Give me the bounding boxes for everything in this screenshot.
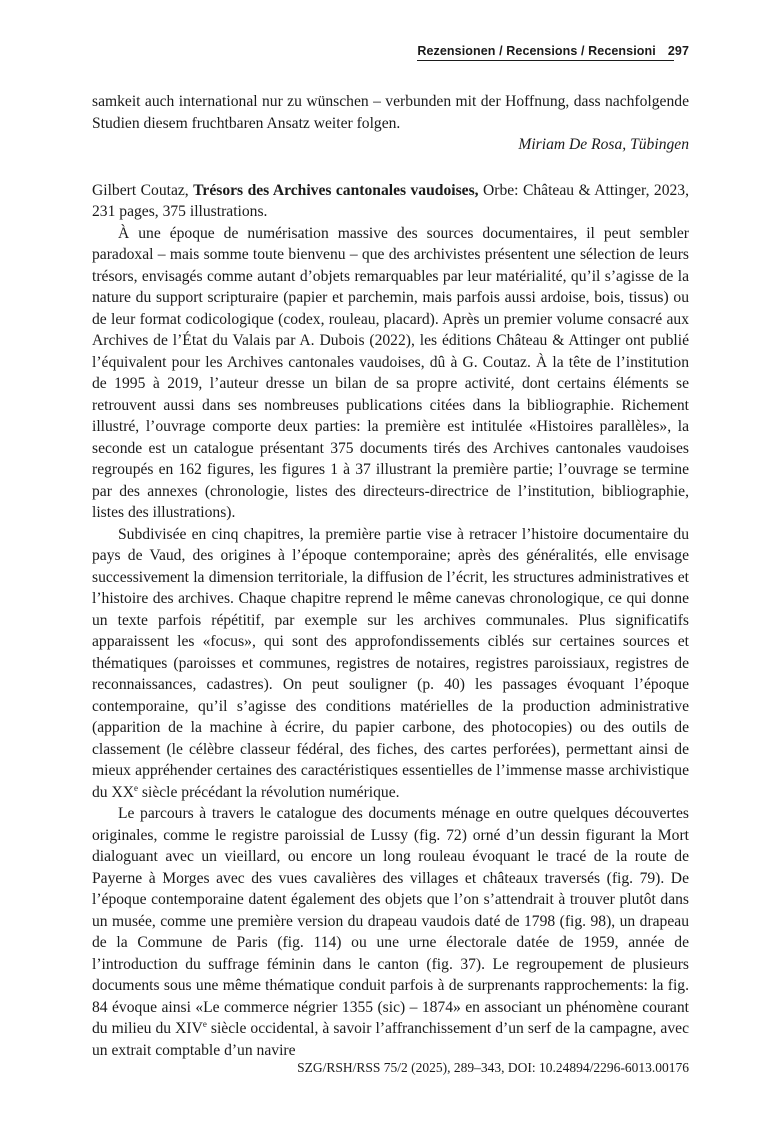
book-author: Gilbert Coutaz, <box>92 181 189 199</box>
review-paragraph-1: À une époque de numérisation massive des sources documentaires, il peut sembler paradoxal – mais somme toute bienvenu – que des archivistes présentent une sélection de leurs trésors, envisagés comme autant d’objets remarquables par leur matérialité, qu’il s’agisse de la nature du support scripturaire (papier et parchemin, mais parfois aussi ardoise, bois, tissus) ou de leur format codicologique (codex, rouleau, placard). Après un premier volume consacré aux Archives de l’État du Valais par A. Dubois (2022), les éditions Château & Attinger ont publié l’équivalent pour les Archives cantonales vaudoises, dû à G. Coutaz. À la tête de l’institution de 1995 à 2019, l’auteur dresse un bilan de sa propre activité, dont certains éléments se retrouvent aussi dans ses nombreuses publications citées dans la bibliographie. Richement illustré, l’ouvrage comporte deux parties: la première est intitulée «Histoires parallèles», la seconde est un catalogue présentant 375 documents tirés des Archives cantonales vaudoises regroupés en 162 figures, les figures 1 à 37 illustrant la première partie; l’ouvrage se termine par des annexes (chronologie, listes des directeurs-directrice de l’institution, bibliographie, listes des illustrations). <box>92 224 689 521</box>
review-paragraph-2 <box>92 524 689 804</box>
paragraph-2-text: Subdivisée en cinq chapitres, la première partie vise à retracer l’histoire documentaire du pays de Vaud, des origines à l’époque contemporaine; après des généralités, elle envisage successivement la dimension territoriale, la diffusion de l’écrit, les structures administratives et l’histoire des archives. Chaque chapitre reprend le même canevas chronologique, ce qui donne un texte parfois répétitif, par exemple sur les archives communales. Plus significatifs apparaissent les «focus», qui sont des approfondissements ciblés sur certaines sources et thématiques (paroisses et communes, registres de notaires, registres paroissiaux, registres de reconnaissances, cadastres). On peut souligner (p. 40) les passages évoquant l’époque contemporaine, qu’il s’agisse des conditions matérielles de la production administrative (apparition de la machine à écrire, du papier carbone, des photocopies) ou des outils de classement (le célèbre classeur fédéral, des fiches, des cartes perforées), permettant ainsi de mieux appréhender certaines des caractéristiques essentielles de l’immense masse archivistique du XX <box>92 525 689 801</box>
section-title: Rezensionen / Recensions / Recensioni <box>417 44 656 58</box>
paragraph-2-end: siècle précédant la révolution numérique. <box>138 783 400 801</box>
header-rule <box>417 60 674 61</box>
paragraph-3-end: siècle occidental, à savoir l’affranchissement d’un serf de la campagne, avec un extrait comptable d’un navire <box>92 1020 689 1059</box>
book-title: Trésors des Archives cantonales vaudoises, <box>193 181 479 199</box>
book-publication-info: Orbe: Château & Attinger, 2023, 231 pages, 375 illustrations. <box>92 181 690 220</box>
body-text <box>92 91 689 1061</box>
reviewer-signature: Miriam De Rosa, Tübingen <box>518 136 689 153</box>
superscript-e: e <box>202 1018 207 1029</box>
journal-citation-footer: SZG/RSH/RSS 75/2 (2025), 289–343, DOI: 10.24894/2296-6013.00176 <box>297 1060 689 1075</box>
review-paragraph-3 <box>92 803 689 1061</box>
page-number: 297 <box>667 44 689 58</box>
superscript-e: e <box>134 782 139 793</box>
running-header <box>92 44 689 58</box>
previous-review-closing: samkeit auch international nur zu wünschen – verbunden mit der Hoffnung, dass nachfolgende Studien diesem fruchtbaren Ansatz weiter folgen. <box>92 93 689 132</box>
review-bibliographic-heading <box>92 180 689 223</box>
paragraph-3-text: Le parcours à travers le catalogue des documents ménage en outre quelques découvertes originales, comme le registre paroissial de Lussy (fig. 72) orné d’un dessin figurant la Mort dialoguant avec un vieillard, ou encore un long rouleau évoquant le tracé de la route de Payerne à Morges avec des vues cavalières des villages et châteaux traversés (fig. 79). De l’époque contemporaine datent également des objets que l’on s’attendrait à trouver plutôt dans un musée, comme une première version du drapeau vaudois daté de 1798 (fig. 98), un drapeau de la Commune de Paris (fig. 114) ou une urne électorale datée de 1959, année de l’introduction du suffrage féminin dans le canton (fig. 37). Le regroupement de plusieurs documents sous une même thématique conduit parfois à de surprenants rapprochements: la fig. 84 évoque ainsi «Le commerce négrier 1355 (sic) – 1874» en associant un phénomène courant du milieu du XIV <box>92 805 689 1037</box>
